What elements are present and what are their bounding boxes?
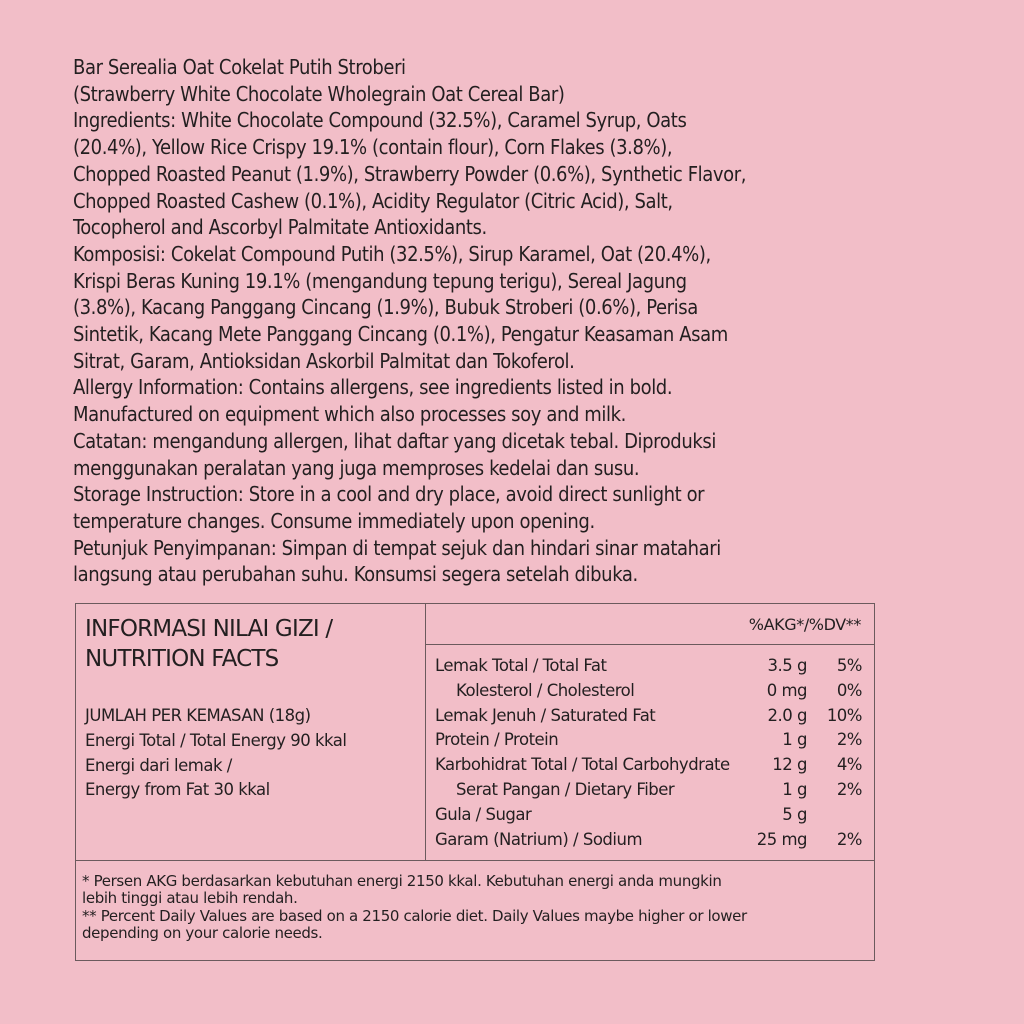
nutrient-name: Protein / Protein — [435, 730, 559, 750]
nutrient-dv: 2% — [836, 779, 862, 799]
nutrient-dv: 0% — [836, 680, 862, 700]
nutrient-panel — [426, 604, 874, 860]
nutrient-dv: 2% — [836, 730, 862, 750]
nutrient-name: Karbohidrat Total / Total Carbohydrate — [435, 755, 730, 775]
ingredients-id-line: Komposisi: Cokelat Compound Putih (32.5%), Sirup Karamel, Oat (20.4%), — [73, 241, 711, 266]
nutrient-dv: 10% — [826, 705, 862, 725]
product-name-en: (Strawberry White Chocolate Wholegrain Oat Cereal Bar) — [73, 81, 565, 106]
ingredients-id-line: Krispi Beras Kuning 19.1% (mengandung tepung terigu), Sereal Jagung — [73, 268, 687, 293]
nutrient-amount: 25 mg — [756, 829, 807, 849]
nutrient-dv: 2% — [836, 829, 862, 849]
nutrition-facts-table — [75, 603, 875, 961]
nutrient-row — [435, 728, 865, 753]
nutrient-row — [435, 679, 865, 704]
nutrition-title-line: INFORMASI NILAI GIZI / — [85, 616, 333, 642]
storage-en-line: Storage Instruction: Store in a cool and dry place, avoid direct sunlight or — [73, 482, 705, 507]
energy-from-fat: Energy from Fat 30 kkal — [85, 780, 270, 800]
footnote-line: * Persen AKG berdasarkan kebutuhan energi 2150 kkal. Kebutuhan energi anda mungkin — [82, 872, 722, 890]
nutrition-title-line: NUTRITION FACTS — [85, 646, 279, 672]
daily-value-header: %AKG*/%DV** — [426, 604, 874, 645]
nutrition-title — [85, 614, 332, 674]
nutrient-amount: 12 g — [772, 755, 807, 775]
footnote-line: ** Percent Daily Values are based on a 2150 calorie diet. Daily Values maybe higher or lower — [82, 906, 747, 925]
ingredients-en-line: Chopped Roasted Cashew (0.1%), Acidity Regulator (Citric Acid), Salt, — [73, 188, 673, 213]
ingredients-en-line: Ingredients: White Chocolate Compound (32.5%), Caramel Syrup, Oats — [73, 108, 687, 133]
nutrient-name: Gula / Sugar — [435, 804, 532, 824]
footnote-line: depending on your calorie needs. — [82, 923, 323, 942]
serving-info — [85, 704, 346, 803]
product-name-id: Bar Serealia Oat Cokelat Putih Stroberi — [73, 55, 406, 79]
nutrient-name: Lemak Total / Total Fat — [435, 656, 607, 675]
nutrient-amount: 0 mg — [766, 680, 807, 700]
nutrient-row — [435, 803, 865, 828]
nutrient-amount: 5 g — [782, 804, 807, 824]
nutrient-amount: 1 g — [782, 779, 807, 799]
nutrient-dv: 5% — [836, 656, 862, 675]
allergy-en-line: Manufactured on equipment which also processes soy and milk. — [73, 402, 626, 427]
nutrient-row — [435, 778, 865, 803]
nutrient-rows — [435, 654, 865, 852]
ingredients-id-line: Sintetik, Kacang Mete Panggang Cincang (0.1%), Pengatur Keasaman Asam — [73, 322, 728, 347]
nutrient-name: Lemak Jenuh / Saturated Fat — [435, 705, 656, 725]
nutrient-name: Serat Pangan / Dietary Fiber — [456, 779, 675, 799]
nutrient-amount: 2.0 g — [767, 705, 807, 725]
footnote-line: lebih tinggi atau lebih rendah. — [82, 889, 298, 908]
nutrition-footnote — [76, 860, 874, 960]
energy-from-fat: Energi dari lemak / — [85, 755, 232, 775]
nutrient-amount: 3.5 g — [767, 656, 807, 675]
ingredients-en-line: Tocopherol and Ascorbyl Palmitate Antioxidants. — [73, 215, 487, 240]
ingredients-en-line: (20.4%), Yellow Rice Crispy 19.1% (contain flour), Corn Flakes (3.8%), — [73, 135, 673, 160]
product-label-text — [73, 54, 973, 588]
nutrient-name: Kolesterol / Cholesterol — [456, 680, 635, 700]
energy-total: Energi Total / Total Energy 90 kkal — [85, 730, 347, 750]
storage-id-line: Petunjuk Penyimpanan: Simpan di tempat sejuk dan hindari sinar matahari — [73, 535, 721, 560]
allergy-id-line: menggunakan peralatan yang juga memproses kedelai dan susu. — [73, 455, 640, 480]
serving-size: JUMLAH PER KEMASAN (18g) — [85, 706, 311, 725]
nutrient-row — [435, 828, 865, 853]
nutrient-row — [435, 704, 865, 729]
ingredients-en-line: Chopped Roasted Peanut (1.9%), Strawberry Powder (0.6%), Synthetic Flavor, — [73, 161, 747, 186]
ingredients-id-line: Sitrat, Garam, Antioksidan Askorbil Palmitat dan Tokoferol. — [73, 348, 575, 373]
nutrient-row — [435, 753, 865, 778]
nutrient-dv: 4% — [836, 755, 862, 775]
nutrient-amount: 1 g — [782, 730, 807, 750]
nutrition-summary-panel — [76, 604, 426, 860]
nutrient-name: Garam (Natrium) / Sodium — [435, 829, 643, 849]
ingredients-id-line: (3.8%), Kacang Panggang Cincang (1.9%), Bubuk Stroberi (0.6%), Perisa — [73, 295, 698, 320]
allergy-en-line: Allergy Information: Contains allergens, see ingredients listed in bold. — [73, 375, 673, 400]
allergy-id-line: Catatan: mengandung allergen, lihat daftar yang dicetak tebal. Diproduksi — [73, 428, 716, 453]
storage-en-line: temperature changes. Consume immediately upon opening. — [73, 508, 595, 533]
storage-id-line: langsung atau perubahan suhu. Konsumsi segera setelah dibuka. — [73, 562, 638, 587]
nutrient-row — [435, 654, 865, 679]
